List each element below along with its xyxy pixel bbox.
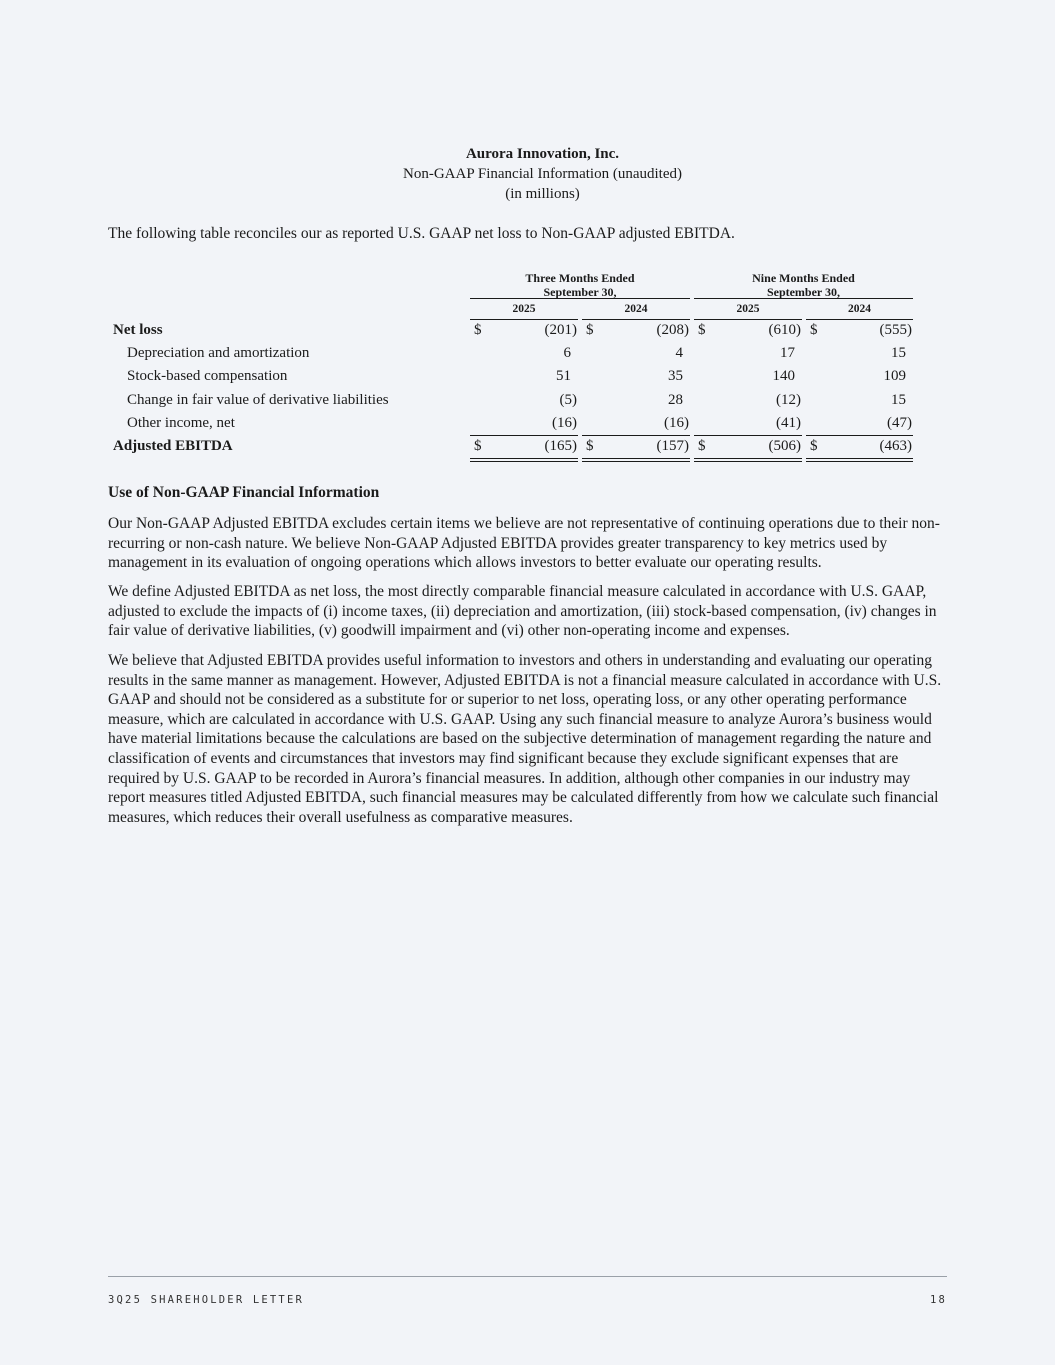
value-cell: 109	[883, 368, 906, 384]
report-units: (in millions)	[505, 186, 580, 202]
paragraph: Our Non-GAAP Adjusted EBITDA excludes certain items we believe are not representative of continuing operations due to their non-recurring or non-cash nature. We believe Non-GAAP Adjusted EBITDA provides greater transparency to key metrics used by management in its evaluation of ongoing operations which allows investors to better evaluate our operating results.	[108, 515, 940, 572]
currency-symbol: $	[474, 322, 482, 338]
currency-symbol: $	[810, 438, 818, 454]
table-row-depreciation	[0, 345, 1055, 367]
row-label: Net loss	[113, 322, 163, 338]
row-label: Stock-based compensation	[127, 368, 288, 384]
value-cell: (41)	[776, 415, 801, 431]
year-rule	[806, 319, 913, 320]
value-cell: (16)	[552, 415, 577, 431]
total-rule	[806, 458, 913, 459]
table-row-other-income	[0, 415, 1055, 437]
value-cell: (5)	[559, 392, 577, 408]
value-cell: 51	[556, 368, 571, 384]
subtotal-rule	[806, 435, 913, 436]
value-cell: (165)	[544, 438, 577, 454]
subtotal-rule	[470, 435, 578, 436]
currency-symbol: $	[698, 322, 706, 338]
currency-symbol: $	[586, 438, 594, 454]
section-heading: Use of Non-GAAP Financial Information	[108, 484, 380, 501]
value-cell: (555)	[879, 322, 912, 338]
page-number: 18	[929, 1294, 947, 1306]
row-label: Depreciation and amortization	[127, 345, 310, 361]
total-rule	[694, 461, 802, 462]
year-rule	[582, 319, 690, 320]
row-label: Change in fair value of derivative liabilities	[127, 392, 389, 408]
subtotal-rule	[694, 435, 802, 436]
value-cell: 17	[780, 345, 795, 361]
total-rule	[806, 461, 913, 462]
row-label: Other income, net	[127, 415, 235, 431]
currency-symbol: $	[586, 322, 594, 338]
value-cell: 28	[668, 392, 683, 408]
total-rule	[582, 458, 690, 459]
paragraph: We define Adjusted EBITDA as net loss, the most directly comparable financial measure calculated in accordance with U.S. GAAP, adjusted to exclude the impacts of (i) income taxes, (ii) depreciation and amortization, (iii) stock-based compensation, (iv) changes in fair value of derivative liabilities, (v) goodwill impairment and (vi) other non-operating income and expenses.	[108, 583, 937, 640]
table-row-stock-comp	[0, 368, 1055, 390]
value-cell: 15	[891, 392, 906, 408]
table-row-adjusted-ebitda	[0, 438, 1055, 460]
year-header: 2025	[736, 303, 760, 315]
currency-symbol: $	[810, 322, 818, 338]
nine-months-header: Nine Months Ended September 30,	[752, 271, 855, 299]
total-rule	[470, 458, 578, 459]
row-label: Adjusted EBITDA	[113, 438, 233, 454]
value-cell: 15	[891, 345, 906, 361]
value-cell: (12)	[776, 392, 801, 408]
value-cell: (157)	[656, 438, 689, 454]
footer-divider	[108, 1276, 947, 1277]
intro-text: The following table reconciles our as reported U.S. GAAP net loss to Non-GAAP adjusted EBITDA.	[108, 225, 735, 242]
subtotal-rule	[582, 435, 690, 436]
table-row-net-loss	[0, 322, 1055, 344]
total-rule	[582, 461, 690, 462]
currency-symbol: $	[474, 438, 482, 454]
paragraph: We believe that Adjusted EBITDA provides useful information to investors and others in understanding and evaluating our operating results in the same manner as management. However, Adjusted EBITDA is not a financial measure calculated in accordance with U.S. GAAP and should not be considered as a substitute for or superior to net loss, operating loss, or any other operating performance measure, which are calculated in accordance with U.S. GAAP. Using any such financial measure to analyze Aurora’s business would have material limitations because the calculations are based on the subjective determination of management regarding the nature and classification of events and circumstances that investors may find significant because they exclude significant expenses that are required by U.S. GAAP to be recorded in Aurora’s financial measures. In addition, although other companies in our industry may report measures titled Adjusted EBITDA, such financial measures may be calculated differently from how we calculate such financial measures, which reduces their overall usefulness as comparative measures.	[108, 652, 942, 826]
footer-title: 3Q25 SHAREHOLDER LETTER	[108, 1294, 304, 1306]
value-cell: (208)	[656, 322, 689, 338]
value-cell: 140	[772, 368, 795, 384]
currency-symbol: $	[698, 438, 706, 454]
value-cell: (16)	[664, 415, 689, 431]
value-cell: (610)	[768, 322, 801, 338]
value-cell: (506)	[768, 438, 801, 454]
company-name: Aurora Innovation, Inc.	[465, 146, 620, 162]
table-row-derivative-change	[0, 392, 1055, 414]
year-rule	[470, 319, 578, 320]
report-subtitle: Non-GAAP Financial Information (unaudited)	[403, 166, 682, 182]
value-cell: 35	[668, 368, 683, 384]
year-header: 2025	[512, 303, 536, 315]
year-header: 2024	[624, 303, 648, 315]
value-cell: (201)	[544, 322, 577, 338]
value-cell: 6	[563, 345, 571, 361]
nine-months-rule	[694, 298, 913, 299]
value-cell: (463)	[879, 438, 912, 454]
three-months-header: Three Months Ended September 30,	[525, 271, 635, 299]
total-rule	[694, 458, 802, 459]
three-months-rule	[470, 298, 690, 299]
year-header: 2024	[848, 303, 871, 315]
value-cell: 4	[675, 345, 683, 361]
value-cell: (47)	[887, 415, 912, 431]
total-rule	[470, 461, 578, 462]
year-rule	[694, 319, 802, 320]
